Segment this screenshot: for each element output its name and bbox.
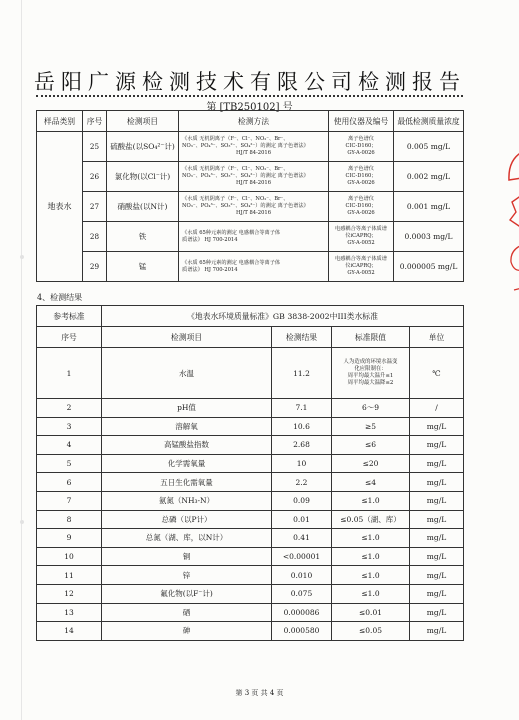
- header-cell: 最低检测质量浓度: [394, 111, 464, 132]
- test-result: 10: [272, 454, 332, 473]
- test-item: 铜: [102, 547, 272, 566]
- row-number: 7: [37, 491, 102, 510]
- limit-line: ≤0.01: [359, 607, 382, 617]
- test-item: 氯化物(以Cl⁻计): [107, 162, 179, 192]
- test-item: 硝酸盐(以N计): [107, 192, 179, 222]
- result-row: [37, 399, 464, 418]
- header-cell: 样品类别: [37, 111, 83, 132]
- report-number: 第 [TB250102] 号: [206, 102, 293, 113]
- standard-limit: [332, 529, 410, 548]
- unit: mg/L: [410, 603, 464, 622]
- limit-line: ≤4: [364, 477, 377, 487]
- standard-limit: [332, 399, 410, 418]
- row-number: 13: [37, 603, 102, 622]
- standard-limit: [332, 584, 410, 603]
- row-number: 10: [37, 547, 102, 566]
- method-line: HJ/T 84-2016: [235, 210, 271, 216]
- row-number: 12: [37, 584, 102, 603]
- test-method: [179, 252, 329, 282]
- limit-line: ≤1.0: [361, 552, 380, 562]
- header-cell: 标准限值: [332, 327, 410, 348]
- result-row: [37, 436, 464, 455]
- standard-limit: [332, 510, 410, 529]
- test-item: 氟化物(以F⁻计): [102, 584, 272, 603]
- red-seal-stamp: [506, 150, 519, 295]
- method-line: NO₃⁻、PO₄³⁻、SO₃²⁻、SO₄²⁻）的测定 离子色谱法》: [182, 203, 309, 209]
- method-line: 质谱法》 HJ 700-2014: [182, 236, 238, 243]
- unit: mg/L: [410, 491, 464, 510]
- test-result: 11.2: [272, 348, 332, 399]
- test-method: [179, 162, 329, 192]
- test-result: 0.010: [272, 566, 332, 585]
- unit: mg/L: [410, 529, 464, 548]
- row-number: 26: [83, 162, 107, 192]
- limit-line: 人为造成的环境水温变: [343, 359, 398, 366]
- sample-type: 地表水: [37, 132, 83, 282]
- row-number: 9: [37, 529, 102, 548]
- standard-limit: [332, 491, 410, 510]
- instrument: [329, 162, 394, 192]
- method-table-row: [37, 222, 464, 252]
- standard-limit: [332, 622, 410, 641]
- instrument: [329, 192, 394, 222]
- result-row: [37, 348, 464, 399]
- method-line: 《水质 无机阴离子（F⁻、Cl⁻、NO₂⁻、Br⁻、: [182, 166, 289, 172]
- binding-hole: [20, 520, 24, 524]
- standard-limit: [332, 547, 410, 566]
- limit-line: ≤0.05（湖、库）: [340, 514, 401, 524]
- test-item: 硒: [102, 603, 272, 622]
- test-item: 溶解氧: [102, 417, 272, 436]
- standard-limit: [332, 417, 410, 436]
- result-row: [37, 417, 464, 436]
- header-cell: 检测项目: [102, 327, 272, 348]
- instrument-line: CIC-D160；: [345, 143, 377, 149]
- binding-hole: [20, 255, 24, 259]
- result-row: [37, 566, 464, 585]
- test-result: 0.41: [272, 529, 332, 548]
- limit-line: ≥5: [364, 421, 377, 431]
- row-number: 2: [37, 399, 102, 418]
- reference-standard: 《地表水环境质量标准》GB 3838-2002中III类水标准: [102, 306, 464, 327]
- method-table-row: [37, 252, 464, 282]
- instrument-line: CIC-D160；: [345, 203, 377, 209]
- method-table-header: [37, 111, 464, 132]
- method-table-row: [37, 132, 464, 162]
- row-number: 5: [37, 454, 102, 473]
- instrument: [329, 252, 394, 282]
- method-line: NO₃⁻、PO₄³⁻、SO₃²⁻、SO₄²⁻）的测定 离子色谱法》: [182, 173, 309, 179]
- header-cell: 序号: [37, 327, 102, 348]
- result-row: [37, 510, 464, 529]
- test-result: <0.00001: [272, 547, 332, 566]
- section-title: 4、检测结果: [37, 293, 83, 302]
- instrument-line: GY-A-0026: [347, 180, 375, 186]
- detection-limit: 0.000005 mg/L: [394, 252, 464, 282]
- test-result: 2.2: [272, 473, 332, 492]
- seal-star: [510, 195, 519, 228]
- result-row: [37, 454, 464, 473]
- test-method: [179, 222, 329, 252]
- row-number: 29: [83, 252, 107, 282]
- row-number: 6: [37, 473, 102, 492]
- test-item: pH值: [102, 399, 272, 418]
- instrument-line: 离子色谱仪: [348, 196, 374, 202]
- limit-line: ≤0.05: [359, 626, 382, 636]
- header-cell: 使用仪器及编号: [329, 111, 394, 132]
- test-method: [179, 132, 329, 162]
- method-table: [36, 110, 464, 282]
- test-item: 铁: [107, 222, 179, 252]
- method-line: 《水质 65种元素的测定 电感耦合等离子体: [182, 259, 281, 266]
- test-result: 0.09: [272, 491, 332, 510]
- result-row: [37, 491, 464, 510]
- report-title: 岳阳广源检测技术有限公司检测报告: [34, 70, 466, 94]
- row-number: 11: [37, 566, 102, 585]
- instrument-line: 电感耦合等离子体质谱: [335, 226, 387, 232]
- standard-limit: [332, 603, 410, 622]
- unit: /: [410, 399, 464, 418]
- instrument-line: 电感耦合等离子体质谱: [335, 256, 387, 262]
- limit-line: ≤6: [364, 440, 377, 450]
- instrument-line: 仪iCAPRQ；: [345, 233, 377, 239]
- instrument-line: GY-A-0052: [347, 240, 375, 246]
- row-number: 14: [37, 622, 102, 641]
- limit-line: ≤1.0: [361, 589, 380, 599]
- row-number: 25: [83, 132, 107, 162]
- header-cell: 检测结果: [272, 327, 332, 348]
- standard-limit: [332, 348, 410, 399]
- binding-margin-line: [21, 0, 22, 720]
- test-item: 高锰酸盐指数: [102, 436, 272, 455]
- standard-limit: [332, 566, 410, 585]
- result-row: [37, 547, 464, 566]
- method-table-row: [37, 162, 464, 192]
- unit: mg/L: [410, 510, 464, 529]
- detection-limit: 0.0003 mg/L: [394, 222, 464, 252]
- test-item: 氨氮（NH₃-N）: [102, 491, 272, 510]
- reference-label: 参考标准: [37, 306, 102, 327]
- test-item: 硫酸盐(以SO₄²⁻计): [107, 132, 179, 162]
- limit-line: ≤1.0: [361, 570, 380, 580]
- unit: ℃: [410, 348, 464, 399]
- instrument: [329, 222, 394, 252]
- test-result: 2.68: [272, 436, 332, 455]
- test-result: 10.6: [272, 417, 332, 436]
- seal-arc: [509, 152, 519, 180]
- method-line: HJ/T 84-2016: [235, 180, 271, 186]
- result-row: [37, 622, 464, 641]
- row-number: 27: [83, 192, 107, 222]
- row-number: 28: [83, 222, 107, 252]
- unit: mg/L: [410, 436, 464, 455]
- header-cell: 序号: [83, 111, 107, 132]
- limit-line: 化应限制在：: [354, 366, 387, 373]
- page-footer: 第 3 页 共 4 页: [235, 689, 284, 697]
- method-table-row: [37, 192, 464, 222]
- unit: mg/L: [410, 566, 464, 585]
- row-number: 1: [37, 348, 102, 399]
- title-dotted-divider: [36, 95, 463, 97]
- standard-limit: [332, 473, 410, 492]
- limit-line: 6～9: [361, 403, 380, 413]
- reference-standard-row: [37, 306, 464, 327]
- result-row: [37, 529, 464, 548]
- header-cell: 检测方法: [179, 111, 329, 132]
- instrument-line: GY-A-0026: [347, 210, 375, 216]
- unit: mg/L: [410, 454, 464, 473]
- unit: mg/L: [410, 417, 464, 436]
- row-number: 3: [37, 417, 102, 436]
- test-result: 7.1: [272, 399, 332, 418]
- detection-limit: 0.005 mg/L: [394, 132, 464, 162]
- result-row: [37, 473, 464, 492]
- limit-line: 周平均最大温降≤2: [347, 379, 394, 386]
- instrument-line: 离子色谱仪: [348, 136, 374, 142]
- test-item: 锰: [107, 252, 179, 282]
- header-cell: 单位: [410, 327, 464, 348]
- results-header: [37, 327, 464, 348]
- instrument-line: GY-A-0026: [347, 150, 375, 156]
- test-result: 0.000086: [272, 603, 332, 622]
- test-item: 水温: [102, 348, 272, 399]
- detection-limit: 0.002 mg/L: [394, 162, 464, 192]
- method-line: 《水质 无机阴离子（F⁻、Cl⁻、NO₂⁻、Br⁻、: [182, 136, 289, 142]
- instrument-line: 离子色谱仪: [348, 166, 374, 172]
- limit-line: ≤1.0: [361, 533, 380, 543]
- limit-line: ≤20: [362, 459, 379, 469]
- unit: mg/L: [410, 622, 464, 641]
- detection-limit: 0.001 mg/L: [394, 192, 464, 222]
- standard-limit: [332, 436, 410, 455]
- instrument-line: GY-A-0052: [347, 270, 375, 276]
- test-item: 总氮（湖、库，以N计）: [102, 529, 272, 548]
- row-number: 4: [37, 436, 102, 455]
- method-line: 《水质 65种元素的测定 电感耦合等离子体: [182, 229, 281, 236]
- result-row: [37, 584, 464, 603]
- test-item: 砷: [102, 622, 272, 641]
- unit: mg/L: [410, 473, 464, 492]
- unit: mg/L: [410, 547, 464, 566]
- test-item: 锌: [102, 566, 272, 585]
- instrument-line: 仪iCAPRQ；: [345, 263, 377, 269]
- limit-line: ≤1.0: [361, 496, 380, 506]
- row-number: 8: [37, 510, 102, 529]
- test-item: 总磷（以P计）: [102, 510, 272, 529]
- seal-mark: [514, 288, 519, 290]
- unit: mg/L: [410, 584, 464, 603]
- test-result: 0.000580: [272, 622, 332, 641]
- instrument: [329, 132, 394, 162]
- method-line: 《水质 无机阴离子（F⁻、Cl⁻、NO₂⁻、Br⁻、: [182, 196, 289, 202]
- instrument-line: CIC-D160；: [345, 173, 377, 179]
- test-item: 五日生化需氧量: [102, 473, 272, 492]
- seal-glyph: [511, 245, 519, 270]
- test-result: 0.01: [272, 510, 332, 529]
- result-row: [37, 603, 464, 622]
- test-result: 0.075: [272, 584, 332, 603]
- method-line: 质谱法》 HJ 700-2014: [182, 266, 238, 273]
- standard-limit: [332, 454, 410, 473]
- method-line: HJ/T 84-2016: [235, 150, 271, 156]
- header-cell: 检测项目: [107, 111, 179, 132]
- limit-line: 周平均最大温升≤1: [347, 373, 394, 379]
- test-method: [179, 192, 329, 222]
- test-item: 化学需氧量: [102, 454, 272, 473]
- results-table: [36, 305, 464, 641]
- method-line: NO₃⁻、PO₄³⁻、SO₃²⁻、SO₄²⁻）的测定 离子色谱法》: [182, 143, 309, 149]
